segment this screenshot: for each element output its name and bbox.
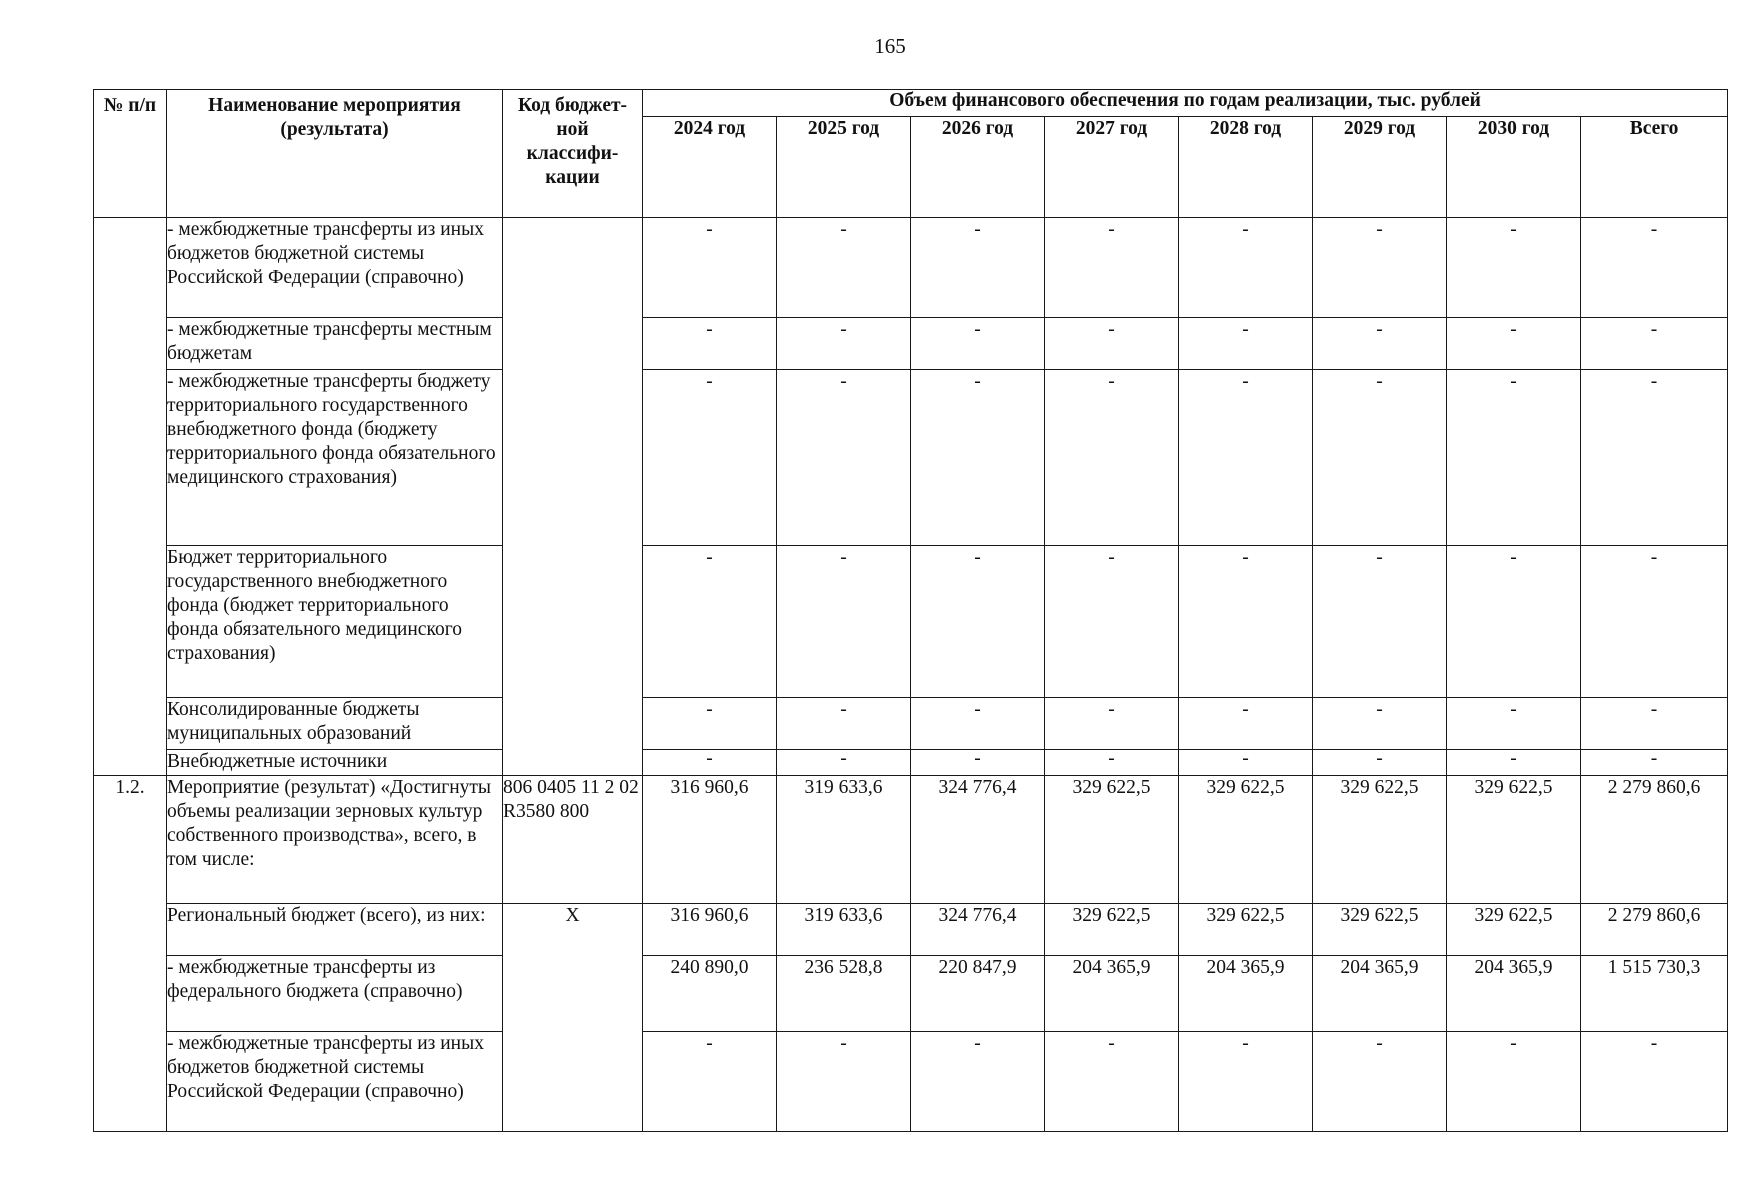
value-cell: - (777, 218, 911, 318)
value-cell: - (643, 546, 777, 698)
value-cell: 220 847,9 (911, 956, 1045, 1032)
table-row (94, 776, 1728, 904)
row-number: 1.2. (94, 776, 167, 1132)
value-cell: - (1581, 318, 1728, 370)
value-cell: - (1447, 750, 1581, 776)
value-cell: 329 622,5 (1447, 904, 1581, 956)
value-cell: - (1313, 370, 1447, 546)
value-cell: - (1447, 698, 1581, 750)
value-cell: - (1179, 546, 1313, 698)
value-cell: 319 633,6 (777, 776, 911, 904)
value-cell: - (1179, 318, 1313, 370)
value-cell: - (643, 1032, 777, 1132)
header-year-2026: 2026 год (911, 117, 1045, 218)
value-cell: - (643, 318, 777, 370)
value-cell: - (1313, 698, 1447, 750)
value-cell: 2 279 860,6 (1581, 776, 1728, 904)
value-cell: 236 528,8 (777, 956, 911, 1032)
value-cell: - (1581, 750, 1728, 776)
value-cell: - (643, 218, 777, 318)
header-name: Наименование мероприятия (результата) (167, 90, 503, 218)
value-cell: - (1581, 218, 1728, 318)
value-cell: 329 622,5 (1045, 776, 1179, 904)
table-row (94, 750, 1728, 776)
header-row-main (94, 90, 1728, 117)
table-row (94, 698, 1728, 750)
value-cell: - (1447, 546, 1581, 698)
page-number: 165 (874, 34, 906, 58)
header-code: Код бюджет-ной классифи-кации (503, 90, 643, 218)
value-cell: - (1313, 750, 1447, 776)
value-cell: - (911, 750, 1045, 776)
budget-code: 806 0405 11 2 02 R3580 800 (503, 776, 643, 904)
value-cell: 2 279 860,6 (1581, 904, 1728, 956)
value-cell: 329 622,5 (1313, 776, 1447, 904)
value-cell: - (911, 546, 1045, 698)
row-name: Консолидированные бюджеты муниципальных образований (167, 698, 503, 750)
value-cell: - (1045, 370, 1179, 546)
value-cell: - (1045, 698, 1179, 750)
value-cell: 319 633,6 (777, 904, 911, 956)
value-cell: - (1179, 750, 1313, 776)
table-row (94, 546, 1728, 698)
value-cell: - (777, 546, 911, 698)
value-cell: 329 622,5 (1313, 904, 1447, 956)
row-name: - межбюджетные трансферты бюджету территориального государственного внебюджетного фонда (бюджету территориального фонда обязательного медицинского страхования) (167, 370, 503, 546)
value-cell: - (1179, 370, 1313, 546)
num-cell (94, 218, 167, 776)
value-cell: - (1045, 1032, 1179, 1132)
value-cell: - (911, 218, 1045, 318)
value-cell: 204 365,9 (1447, 956, 1581, 1032)
header-year-2030: 2030 год (1447, 117, 1581, 218)
value-cell: - (777, 1032, 911, 1132)
value-cell: 329 622,5 (1179, 776, 1313, 904)
budget-code: X (503, 904, 643, 1132)
value-cell: 329 622,5 (1179, 904, 1313, 956)
value-cell: - (911, 1032, 1045, 1132)
value-cell: - (1045, 750, 1179, 776)
header-num: № п/п (94, 90, 167, 218)
value-cell: - (1179, 218, 1313, 318)
value-cell: - (1045, 218, 1179, 318)
table-row (94, 370, 1728, 546)
row-name: - межбюджетные трансферты из иных бюджетов бюджетной системы Российской Федерации (справочно) (167, 1032, 503, 1132)
value-cell: - (1313, 318, 1447, 370)
table-row (94, 956, 1728, 1032)
header-total: Всего (1581, 117, 1728, 218)
table-row (94, 318, 1728, 370)
value-cell: - (1581, 698, 1728, 750)
value-cell: - (643, 750, 777, 776)
value-cell: 1 515 730,3 (1581, 956, 1728, 1032)
value-cell: - (1313, 546, 1447, 698)
value-cell: - (1045, 318, 1179, 370)
value-cell: 204 365,9 (1179, 956, 1313, 1032)
row-name: Мероприятие (результат) «Достигнуты объемы реализации зерновых культур собственного производства», всего, в том числе: (167, 776, 503, 904)
table-row (94, 904, 1728, 956)
table-row (94, 1032, 1728, 1132)
value-cell: - (1179, 698, 1313, 750)
value-cell: - (777, 698, 911, 750)
value-cell: - (1045, 546, 1179, 698)
value-cell: - (777, 318, 911, 370)
value-cell: 204 365,9 (1045, 956, 1179, 1032)
row-name: - межбюджетные трансферты из иных бюджетов бюджетной системы Российской Федерации (справочно) (167, 218, 503, 318)
value-cell: 324 776,4 (911, 904, 1045, 956)
value-cell: - (911, 370, 1045, 546)
value-cell: - (1581, 1032, 1728, 1132)
value-cell: - (1447, 218, 1581, 318)
header-funding: Объем финансового обеспечения по годам реализации, тыс. рублей (643, 90, 1728, 117)
value-cell: - (1447, 370, 1581, 546)
value-cell: 316 960,6 (643, 904, 777, 956)
value-cell: - (1179, 1032, 1313, 1132)
row-name: Региональный бюджет (всего), из них: (167, 904, 503, 956)
header-year-2029: 2029 год (1313, 117, 1447, 218)
value-cell: 329 622,5 (1447, 776, 1581, 904)
value-cell: - (643, 698, 777, 750)
value-cell: 204 365,9 (1313, 956, 1447, 1032)
value-cell: - (777, 750, 911, 776)
value-cell: 329 622,5 (1045, 904, 1179, 956)
value-cell: - (643, 370, 777, 546)
value-cell: - (777, 370, 911, 546)
value-cell: - (1581, 370, 1728, 546)
value-cell: - (1313, 218, 1447, 318)
value-cell: 316 960,6 (643, 776, 777, 904)
budget-table (93, 89, 1728, 1132)
value-cell: - (1313, 1032, 1447, 1132)
row-name: - межбюджетные трансферты местным бюджетам (167, 318, 503, 370)
header-year-2028: 2028 год (1179, 117, 1313, 218)
value-cell: - (1581, 546, 1728, 698)
header-year-2027: 2027 год (1045, 117, 1179, 218)
header-year-2025: 2025 год (777, 117, 911, 218)
header-year-2024: 2024 год (643, 117, 777, 218)
row-name: Внебюджетные источники (167, 750, 503, 776)
value-cell: - (1447, 1032, 1581, 1132)
row-name: Бюджет территориального государственного внебюджетного фонда (бюджет территориального фонда обязательного медицинского страхования) (167, 546, 503, 698)
code-cell (503, 218, 643, 776)
value-cell: - (911, 318, 1045, 370)
value-cell: 324 776,4 (911, 776, 1045, 904)
table-row (94, 218, 1728, 318)
value-cell: 240 890,0 (643, 956, 777, 1032)
value-cell: - (911, 698, 1045, 750)
value-cell: - (1447, 318, 1581, 370)
row-name: - межбюджетные трансферты из федерального бюджета (справочно) (167, 956, 503, 1032)
